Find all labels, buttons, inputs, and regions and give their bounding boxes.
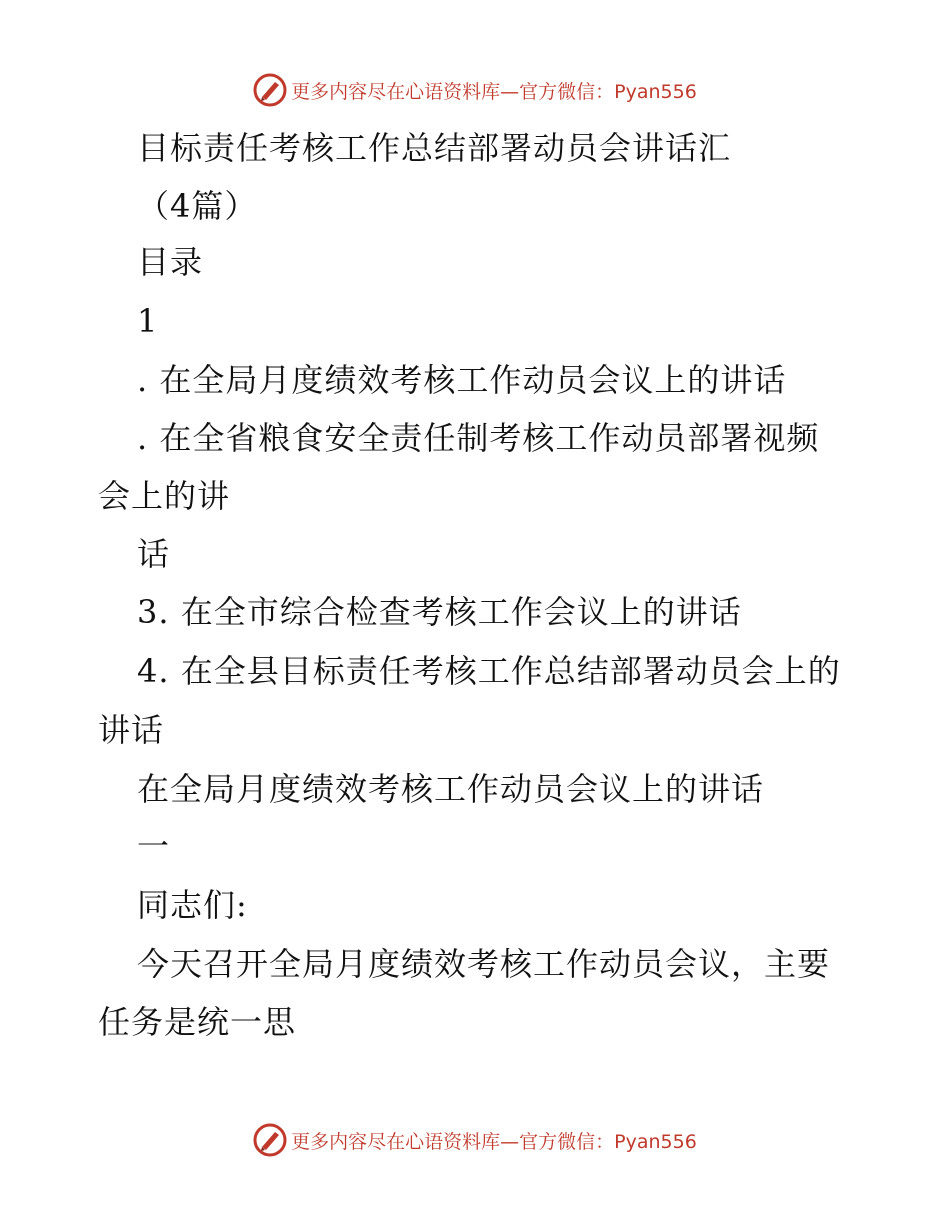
header-watermark-banner (0, 70, 950, 110)
footer-watermark-text: 更多内容尽在心语资料库—官方微信：Pyan556 (291, 1130, 697, 1153)
salutation: 同志们: (137, 886, 248, 924)
pen-logo-icon (253, 73, 287, 107)
section-title: 在全局月度绩效考核工作动员会议上的讲话 (137, 770, 765, 808)
toc-heading: 目录 (137, 243, 204, 281)
document-title-line-1: 目标责任考核工作总结部署动员会讲话汇 (137, 129, 732, 167)
pen-logo-icon (253, 1123, 287, 1157)
toc-item-4-line-1: 4. 在全县目标责任考核工作总结部署动员会上的 (137, 652, 841, 690)
header-watermark-text: 更多内容尽在心语资料库—官方微信：Pyan556 (291, 80, 697, 103)
toc-item-3: 3. 在全市综合检查考核工作会议上的讲话 (137, 593, 742, 631)
paragraph-1-line-2: 任务是统一思 (98, 1003, 297, 1041)
footer-watermark-banner (0, 1120, 950, 1160)
toc-item-2-line-1: . 在全省粮食安全责任制考核工作动员部署视频 (137, 419, 820, 457)
section-marker: 一 (137, 827, 171, 865)
document-title-line-2: （4篇） (137, 187, 258, 225)
toc-item-2-line-3: 话 (137, 535, 171, 573)
toc-number: 1 (137, 302, 159, 340)
toc-item-4-line-2: 讲话 (98, 711, 165, 749)
toc-item-2-line-2: 会上的讲 (98, 477, 231, 515)
toc-item-1: . 在全局月度绩效考核工作动员会议上的讲话 (137, 361, 787, 399)
paragraph-1-line-1: 今天召开全局月度绩效考核工作动员会议，主要 (137, 945, 831, 983)
